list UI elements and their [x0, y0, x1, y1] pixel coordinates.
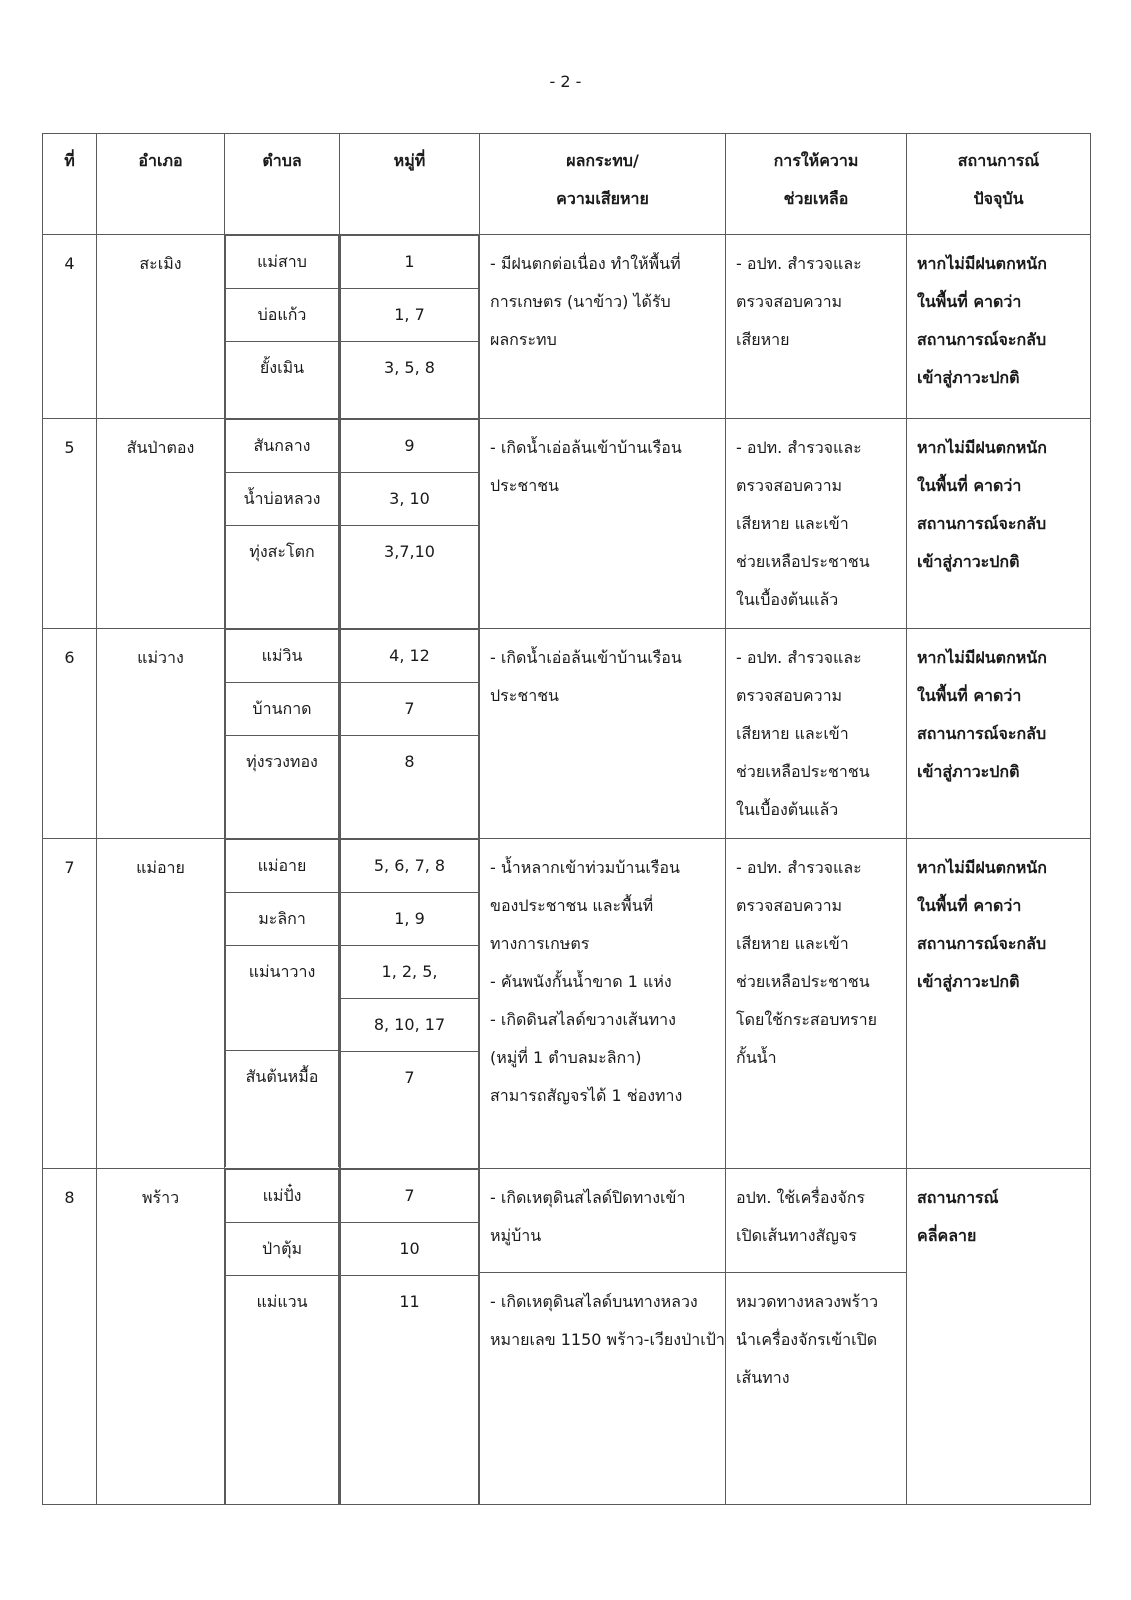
subdistrict-row: [226, 289, 339, 342]
village-numbers: 7: [341, 683, 479, 736]
subdistrict-row: [226, 683, 339, 736]
subdistrict-row: [226, 1223, 339, 1276]
impact-cell: [480, 629, 726, 839]
village-numbers: 1: [341, 236, 479, 289]
assistance-text: [726, 1169, 906, 1273]
subdistrict-list: [225, 235, 339, 418]
village-row: [341, 1276, 479, 1505]
row-number: 5: [43, 419, 97, 629]
village-numbers: 11: [341, 1276, 479, 1505]
village-list: [340, 839, 479, 1168]
assistance-text-line: ช่วยเหลือประชาชน: [736, 972, 870, 991]
subdistrict-row: [226, 1051, 339, 1168]
header-impact-line2: ความเสียหาย: [556, 189, 649, 208]
assistance-text-line: เสียหาย: [736, 330, 790, 349]
assistance-text-line: ตรวจสอบความ: [736, 292, 843, 311]
incident-row: [43, 839, 1091, 1169]
village-numbers-line: 1, 2, 5,: [381, 962, 438, 981]
impact-text-line: - เกิดน้ำเอ่อล้นเข้าบ้านเรือน: [490, 648, 682, 667]
assistance-cell: [726, 419, 907, 629]
subdistrict-cell: [225, 839, 340, 1169]
village-row: [341, 1223, 479, 1276]
status-text-line: สถานการณ์จะกลับ: [917, 724, 1047, 743]
row-number: 6: [43, 629, 97, 839]
impact-text-line: ทางการเกษตร: [490, 934, 590, 953]
subdistrict-name: แม่สาบ: [226, 236, 339, 289]
village-numbers: 3, 10: [341, 473, 479, 526]
impact-cell: [480, 235, 726, 419]
assistance-text-line: เสียหาย และเข้า: [736, 724, 849, 743]
status-cell: [907, 839, 1091, 1169]
impact-text-line: - เกิดดินสไลด์ขวางเส้นทาง: [490, 1010, 676, 1029]
subdistrict-row: [226, 473, 339, 526]
status-cell: [907, 419, 1091, 629]
village-row: [341, 630, 479, 683]
impact-text-line: หมู่บ้าน: [490, 1226, 542, 1245]
incident-row: [43, 235, 1091, 419]
subdistrict-row: [226, 236, 339, 289]
subdistrict-row: [226, 342, 339, 419]
page-number: - 2 -: [549, 72, 582, 91]
subdistrict-row: [226, 420, 339, 473]
status-text-line: เข้าสู่ภาวะปกติ: [917, 368, 1020, 387]
incident-row: [43, 419, 1091, 629]
status-text-line: ในพื้นที่ คาดว่า: [917, 686, 1022, 705]
subdistrict-list: [225, 839, 339, 1167]
village-cell: [340, 839, 480, 1169]
village-numbers: 1, 9: [341, 893, 479, 946]
row-number: 7: [43, 839, 97, 1169]
assistance-text-line: นำเครื่องจักรเข้าเปิด: [736, 1330, 878, 1349]
subdistrict-name: ทุ่งรวงทอง: [226, 736, 339, 839]
village-numbers: 3, 5, 8: [341, 342, 479, 419]
village-list: [340, 419, 479, 628]
status-text-line: หากไม่มีฝนตกหนัก: [917, 858, 1047, 877]
impact-text-line: สามารถสัญจรได้ 1 ช่องทาง: [490, 1086, 683, 1105]
village-numbers: 3,7,10: [341, 526, 479, 629]
village-numbers: 9: [341, 420, 479, 473]
assistance-text-line: เปิดเส้นทางสัญจร: [736, 1226, 857, 1245]
village-numbers: 7: [341, 1170, 479, 1223]
header-subdistrict: ตำบล: [225, 134, 340, 235]
district-name: สันป่าตอง: [97, 419, 225, 629]
district-name: พร้าว: [97, 1169, 225, 1505]
assistance-text-line: กั้นน้ำ: [736, 1048, 777, 1067]
status-cell: [907, 629, 1091, 839]
subdistrict-name: มะลิกา: [226, 893, 339, 946]
subdistrict-cell: [225, 419, 340, 629]
assistance-cell: [726, 235, 907, 419]
header-no: ที่: [43, 134, 97, 235]
subdistrict-name: แม่นาวาง: [226, 946, 339, 1051]
assistance-text-line: ตรวจสอบความ: [736, 476, 843, 495]
status-text-line: เข้าสู่ภาวะปกติ: [917, 552, 1020, 571]
subdistrict-name: ทุ่งสะโตก: [226, 526, 339, 629]
village-row: [341, 526, 479, 629]
status-cell: [907, 1169, 1091, 1505]
header-status-line2: ปัจจุบัน: [973, 189, 1024, 208]
incident-report-table: [42, 133, 1091, 1505]
assistance-text-line: - อปท. สำรวจและ: [736, 254, 862, 273]
header-impact: [480, 134, 726, 235]
subdistrict-cell: [225, 629, 340, 839]
status-cell: [907, 235, 1091, 419]
village-numbers: 4, 12: [341, 630, 479, 683]
header-assist-line1: การให้ความ: [773, 151, 859, 170]
header-assistance: [726, 134, 907, 235]
village-cell: [340, 235, 480, 419]
subdistrict-name: น้ำบ่อหลวง: [226, 473, 339, 526]
header-impact-line1: ผลกระทบ/: [566, 151, 639, 170]
incident-row: [43, 629, 1091, 839]
assistance-cell: [726, 839, 907, 1169]
village-row: [341, 736, 479, 839]
impact-text-line: ประชาชน: [490, 686, 559, 705]
status-text-line: คลี่คลาย: [917, 1226, 977, 1245]
village-cell: [340, 629, 480, 839]
header-assist-line2: ช่วยเหลือ: [783, 189, 849, 208]
status-text-line: สถานการณ์จะกลับ: [917, 514, 1047, 533]
village-row: [341, 473, 479, 526]
impact-text-line: ประชาชน: [490, 476, 559, 495]
subdistrict-row: [226, 526, 339, 629]
impact-text-line: หมายเลข 1150 พร้าว-เวียงป่าเป้า: [490, 1330, 725, 1349]
status-text-line: สถานการณ์จะกลับ: [917, 934, 1047, 953]
assistance-text-line: โดยใช้กระสอบทราย: [736, 1010, 877, 1029]
subdistrict-row: [226, 893, 339, 946]
assistance-text-line: เสียหาย และเข้า: [736, 514, 849, 533]
impact-text-line: - เกิดเหตุดินสไลด์บนทางหลวง: [490, 1292, 698, 1311]
village-row: [341, 420, 479, 473]
village-row: [341, 893, 479, 946]
assistance-text-line: ตรวจสอบความ: [736, 896, 843, 915]
village-numbers: 10: [341, 1223, 479, 1276]
impact-text-line: ผลกระทบ: [490, 330, 557, 349]
subdistrict-row: [226, 630, 339, 683]
assistance-text-line: - อปท. สำรวจและ: [736, 438, 862, 457]
village-row: [341, 236, 479, 289]
subdistrict-name: ป่าตุ้ม: [226, 1223, 339, 1276]
status-text-line: ในพื้นที่ คาดว่า: [917, 896, 1022, 915]
subdistrict-row: [226, 736, 339, 839]
header-district: อำเภอ: [97, 134, 225, 235]
header-row: [43, 134, 1091, 235]
impact-text: [480, 1169, 725, 1273]
village-numbers: 8: [341, 736, 479, 839]
assistance-text-line: หมวดทางหลวงพร้าว: [736, 1292, 879, 1311]
subdistrict-name: แม่อาย: [226, 840, 339, 893]
status-text-line: หากไม่มีฝนตกหนัก: [917, 648, 1047, 667]
impact-cell: [480, 1169, 726, 1505]
impact-text-line: - น้ำหลากเข้าท่วมบ้านเรือน: [490, 858, 680, 877]
impact-text-line: (หมู่ที่ 1 ตำบลมะลิกา): [490, 1048, 642, 1067]
village-numbers: [341, 946, 479, 1052]
impact-cell: [480, 839, 726, 1169]
assistance-text-line: - อปท. สำรวจและ: [736, 858, 862, 877]
village-row: [341, 1052, 479, 1169]
impact-cell: [480, 419, 726, 629]
subdistrict-name: แม่ปั๋ง: [226, 1170, 339, 1223]
assistance-text-line: ช่วยเหลือประชาชน: [736, 762, 870, 781]
status-text-line: สถานการณ์จะกลับ: [917, 330, 1047, 349]
impact-text-line: - คันพนังกั้นน้ำขาด 1 แห่ง: [490, 972, 672, 991]
assistance-text: [726, 1273, 906, 1501]
status-text-line: หากไม่มีฝนตกหนัก: [917, 254, 1047, 273]
subdistrict-name: บ้านกาด: [226, 683, 339, 736]
status-text-line: ในพื้นที่ คาดว่า: [917, 292, 1022, 311]
village-row: [341, 840, 479, 893]
village-row: [341, 683, 479, 736]
subdistrict-cell: [225, 235, 340, 419]
impact-text-line: - เกิดเหตุดินสไลด์ปิดทางเข้า: [490, 1188, 686, 1207]
impact-text-line: การเกษตร (นาข้าว) ได้รับ: [490, 292, 671, 311]
row-number: 4: [43, 235, 97, 419]
impact-text: [480, 1273, 725, 1501]
subdistrict-row: [226, 1170, 339, 1223]
subdistrict-row: [226, 1276, 339, 1505]
subdistrict-cell: [225, 1169, 340, 1505]
subdistrict-row: [226, 840, 339, 893]
village-cell: [340, 419, 480, 629]
subdistrict-list: [225, 1169, 339, 1504]
incident-row: [43, 1169, 1091, 1505]
village-numbers: 7: [341, 1052, 479, 1169]
row-number: 8: [43, 1169, 97, 1505]
village-row: [341, 289, 479, 342]
subdistrict-name: สันต้นหมื้อ: [226, 1051, 339, 1168]
header-village: หมู่ที่: [340, 134, 480, 235]
village-list: [340, 629, 479, 838]
district-name: แม่วาง: [97, 629, 225, 839]
status-text-line: หากไม่มีฝนตกหนัก: [917, 438, 1047, 457]
subdistrict-list: [225, 419, 339, 628]
assistance-text-line: เสียหาย และเข้า: [736, 934, 849, 953]
status-text-line: เข้าสู่ภาวะปกติ: [917, 762, 1020, 781]
assistance-cell: [726, 629, 907, 839]
village-row: [341, 342, 479, 419]
village-list: [340, 235, 479, 418]
village-numbers: 5, 6, 7, 8: [341, 840, 479, 893]
assistance-text-line: ตรวจสอบความ: [736, 686, 843, 705]
subdistrict-name: บ่อแก้ว: [226, 289, 339, 342]
village-cell: [340, 1169, 480, 1505]
assistance-text-line: ในเบื้องต้นแล้ว: [736, 800, 839, 819]
assistance-text-line: ช่วยเหลือประชาชน: [736, 552, 870, 571]
district-name: แม่อาย: [97, 839, 225, 1169]
status-text-line: ในพื้นที่ คาดว่า: [917, 476, 1022, 495]
village-list: [340, 1169, 479, 1504]
status-text-line: สถานการณ์: [917, 1188, 999, 1207]
header-status: [907, 134, 1091, 235]
subdistrict-row: [226, 946, 339, 1051]
assistance-text-line: อปท. ใช้เครื่องจักร: [736, 1188, 865, 1207]
assistance-text-line: ในเบื้องต้นแล้ว: [736, 590, 839, 609]
impact-text-line: ของประชาชน และพื้นที่: [490, 896, 654, 915]
village-row: [341, 946, 479, 1052]
header-status-line1: สถานการณ์: [957, 151, 1040, 170]
impact-text-line: - มีฝนตกต่อเนื่อง ทำให้พื้นที่: [490, 254, 681, 273]
impact-text-line: - เกิดน้ำเอ่อล้นเข้าบ้านเรือน: [490, 438, 682, 457]
status-text-line: เข้าสู่ภาวะปกติ: [917, 972, 1020, 991]
village-numbers: 1, 7: [341, 289, 479, 342]
village-numbers-line: 8, 10, 17: [341, 998, 478, 1051]
subdistrict-name: แม่วิน: [226, 630, 339, 683]
subdistrict-name: แม่แวน: [226, 1276, 339, 1505]
assistance-text-line: เส้นทาง: [736, 1368, 790, 1387]
district-name: สะเมิง: [97, 235, 225, 419]
subdistrict-name: สันกลาง: [226, 420, 339, 473]
assistance-cell: [726, 1169, 907, 1505]
village-row: [341, 1170, 479, 1223]
assistance-text-line: - อปท. สำรวจและ: [736, 648, 862, 667]
subdistrict-name: ยั้งเมิน: [226, 342, 339, 419]
subdistrict-list: [225, 629, 339, 838]
